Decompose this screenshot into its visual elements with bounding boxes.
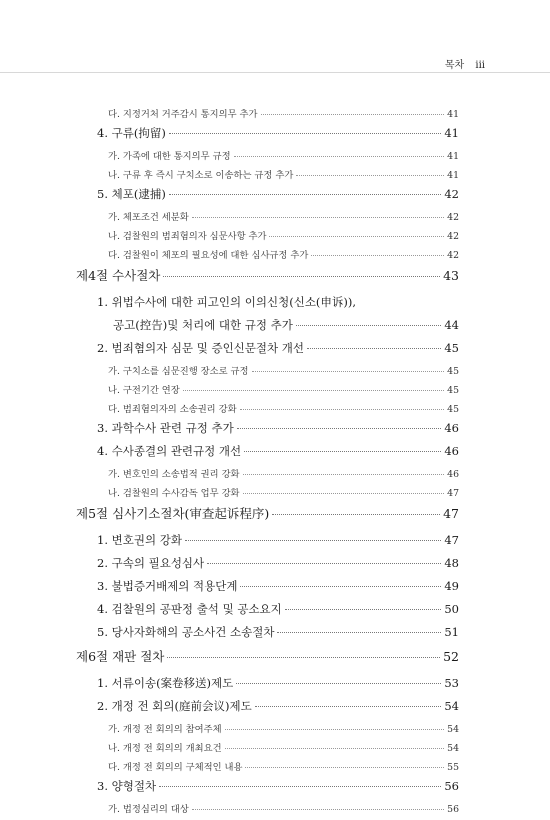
- toc-entry-page: 47: [443, 506, 459, 521]
- toc-entry-page: 45: [447, 385, 459, 396]
- toc-dot-leader: [272, 514, 440, 515]
- toc-subsection-entry: [0, 601, 550, 624]
- toc-entry-page: 43: [443, 268, 459, 283]
- toc-dot-leader: [296, 175, 444, 176]
- toc-subsection-entry: [0, 555, 550, 578]
- toc-dot-leader: [243, 474, 445, 475]
- toc-dot-leader: [252, 371, 445, 372]
- toc-entry-page: 54: [444, 699, 459, 713]
- toc-subsection-entry: [0, 294, 550, 317]
- toc-entry-page: 51: [444, 625, 459, 639]
- toc-entry-page: 44: [444, 318, 459, 332]
- toc-entry-page: 41: [447, 109, 459, 120]
- toc-entry-page: 45: [447, 366, 459, 377]
- toc-item-entry: [0, 148, 550, 167]
- toc-dot-leader: [261, 114, 445, 115]
- toc-dot-leader: [311, 255, 444, 256]
- toc-dot-leader: [169, 194, 442, 195]
- toc-entry-page: 50: [444, 602, 459, 616]
- toc-entry-title: 2. 구속의 필요성심사: [97, 556, 205, 570]
- toc-entry-title: 5. 당사자화해의 공소사건 소송절차: [97, 625, 275, 639]
- toc-dot-leader: [183, 390, 444, 391]
- toc-entry-title: 나. 개정 전 회의의 개최요건: [108, 743, 222, 754]
- toc-entry-page: 42: [447, 231, 459, 242]
- toc-item-entry: [0, 801, 550, 820]
- toc-subsection-entry: [0, 186, 550, 209]
- toc-dot-leader: [277, 632, 441, 633]
- toc-entry-title: 다. 검찰원이 체포의 필요성에 대한 심사규정 추가: [108, 250, 309, 261]
- toc-dot-leader: [237, 428, 442, 429]
- toc-dot-leader: [236, 683, 441, 684]
- toc-entry-page: 49: [444, 579, 459, 593]
- toc-subsection-entry: [0, 340, 550, 363]
- toc-entry-title: 다. 개정 전 회의의 구체적인 내용: [108, 762, 243, 773]
- header-divider: [0, 72, 550, 73]
- toc-dot-leader: [255, 706, 442, 707]
- toc-entry-title: 가. 체포조건 세분화: [108, 212, 189, 223]
- toc-item-entry: [0, 209, 550, 228]
- toc-dot-leader: [225, 729, 445, 730]
- toc-entry-page: 54: [447, 743, 459, 754]
- toc-item-entry: [0, 228, 550, 247]
- toc-dot-leader: [207, 563, 441, 564]
- toc-entry-page: 56: [444, 779, 459, 793]
- toc-dot-leader: [296, 325, 441, 326]
- toc-entry-title: 가. 가족에 대한 통지의무 규정: [108, 151, 231, 162]
- toc-entry-page: 48: [444, 556, 459, 570]
- toc-section-entry: [0, 504, 550, 532]
- toc-item-entry: [0, 363, 550, 382]
- toc-entry-title: 나. 검찰원의 수사감독 업무 강화: [108, 488, 240, 499]
- toc-subsection-entry: [0, 578, 550, 601]
- toc-dot-leader: [240, 409, 445, 410]
- toc-entry-title: 1. 서류이송(案卷移送)제도: [97, 676, 234, 690]
- table-of-contents: [0, 106, 550, 820]
- toc-dot-leader: [169, 133, 442, 134]
- toc-dot-leader: [285, 609, 442, 610]
- toc-item-entry: [0, 106, 550, 125]
- toc-subsection-entry: [0, 624, 550, 647]
- toc-entry-page: 54: [447, 724, 459, 735]
- toc-dot-leader: [234, 156, 445, 157]
- toc-entry-title: 공고(控告)및 처리에 대한 규정 추가: [113, 318, 293, 332]
- toc-entry-title: 가. 개정 전 회의의 참여주체: [108, 724, 222, 735]
- toc-entry-title: 4. 수사종결의 관련규정 개선: [97, 444, 242, 458]
- toc-entry-title: 3. 양형절차: [97, 779, 157, 793]
- toc-entry-page: 42: [447, 250, 459, 261]
- toc-entry-page: 47: [447, 488, 459, 499]
- toc-entry-title: 3. 불법증거배제의 적용단계: [97, 579, 238, 593]
- toc-subsection-entry: [0, 778, 550, 801]
- toc-entry-title: 나. 검찰원의 범죄혐의자 심문사항 추가: [108, 231, 267, 242]
- toc-entry-page: 46: [444, 444, 459, 458]
- toc-entry-page: 45: [447, 404, 459, 415]
- toc-entry-title: 2. 개정 전 회의(庭前会议)제도: [97, 699, 252, 713]
- toc-entry-title: 4. 검찰원의 공판정 출석 및 공소요지: [97, 602, 282, 616]
- toc-item-entry: [0, 759, 550, 778]
- toc-entry-title: 다. 지정거처 거주감시 통지의무 추가: [108, 109, 258, 120]
- toc-entry-title: 5. 체포(逮捕): [97, 187, 166, 201]
- toc-dot-leader: [192, 809, 444, 810]
- toc-entry-page: 52: [443, 649, 459, 664]
- toc-entry-title: 제6절 재판 절차: [76, 649, 165, 664]
- toc-entry-title: 가. 변호인의 소송법적 권리 강화: [108, 469, 240, 480]
- toc-section-entry: [0, 266, 550, 294]
- toc-item-entry: [0, 167, 550, 186]
- toc-subsection-entry: [0, 420, 550, 443]
- toc-entry-page: 53: [444, 676, 459, 690]
- toc-entry-title: 다. 범죄혐의자의 소송권리 강화: [108, 404, 237, 415]
- toc-entry-page: 42: [444, 187, 459, 201]
- toc-dot-leader: [163, 276, 440, 277]
- toc-entry-title: 나. 구류 후 즉시 구치소로 이송하는 규정 추가: [108, 170, 294, 181]
- toc-entry-page: 41: [447, 151, 459, 162]
- toc-item-entry: [0, 247, 550, 266]
- header-title: 목차: [444, 60, 465, 71]
- toc-entry-title: 제4절 수사절차: [76, 268, 161, 283]
- toc-section-entry: [0, 647, 550, 675]
- toc-dot-leader: [269, 236, 444, 237]
- toc-entry-title: 나. 구전기간 연장: [108, 385, 180, 396]
- toc-entry-title: 1. 위법수사에 대한 피고인의 이의신청(신소(申诉)),: [97, 295, 357, 309]
- toc-item-entry: [0, 721, 550, 740]
- toc-dot-leader: [243, 493, 445, 494]
- toc-subsection-entry: [0, 317, 550, 340]
- toc-subsection-entry: [0, 125, 550, 148]
- toc-item-entry: [0, 382, 550, 401]
- toc-dot-leader: [185, 540, 441, 541]
- toc-subsection-entry: [0, 675, 550, 698]
- toc-dot-leader: [225, 748, 445, 749]
- toc-dot-leader: [167, 657, 440, 658]
- toc-entry-title: 가. 구치소를 심문진행 장소로 규정: [108, 366, 249, 377]
- toc-subsection-entry: [0, 443, 550, 466]
- toc-dot-leader: [159, 786, 441, 787]
- header-page-number: iii: [475, 60, 485, 71]
- toc-entry-page: 42: [447, 212, 459, 223]
- toc-dot-leader: [244, 451, 441, 452]
- toc-item-entry: [0, 466, 550, 485]
- toc-dot-leader: [240, 586, 441, 587]
- toc-entry-title: 제5절 심사기소절차(审查起诉程序): [76, 506, 270, 521]
- toc-item-entry: [0, 485, 550, 504]
- toc-entry-page: 41: [447, 170, 459, 181]
- toc-entry-page: 46: [447, 469, 459, 480]
- toc-entry-title: 1. 변호권의 강화: [97, 533, 182, 547]
- toc-entry-page: 41: [444, 126, 459, 140]
- toc-subsection-entry: [0, 698, 550, 721]
- toc-entry-title: 2. 범죄혐의자 심문 및 증인신문절차 개선: [97, 341, 304, 355]
- toc-subsection-entry: [0, 532, 550, 555]
- toc-dot-leader: [245, 767, 444, 768]
- toc-dot-leader: [192, 217, 444, 218]
- toc-entry-title: 3. 과학수사 관련 규정 추가: [97, 421, 234, 435]
- page-header: [445, 56, 485, 71]
- toc-item-entry: [0, 740, 550, 759]
- toc-item-entry: [0, 401, 550, 420]
- toc-dot-leader: [307, 348, 441, 349]
- toc-entry-page: 55: [447, 762, 459, 773]
- toc-entry-title: 가. 법정심리의 대상: [108, 804, 189, 815]
- toc-entry-page: 45: [444, 341, 459, 355]
- toc-entry-title: 4. 구류(拘留): [97, 126, 166, 140]
- toc-entry-page: 46: [444, 421, 459, 435]
- toc-entry-page: 56: [447, 804, 459, 815]
- toc-entry-page: 47: [444, 533, 459, 547]
